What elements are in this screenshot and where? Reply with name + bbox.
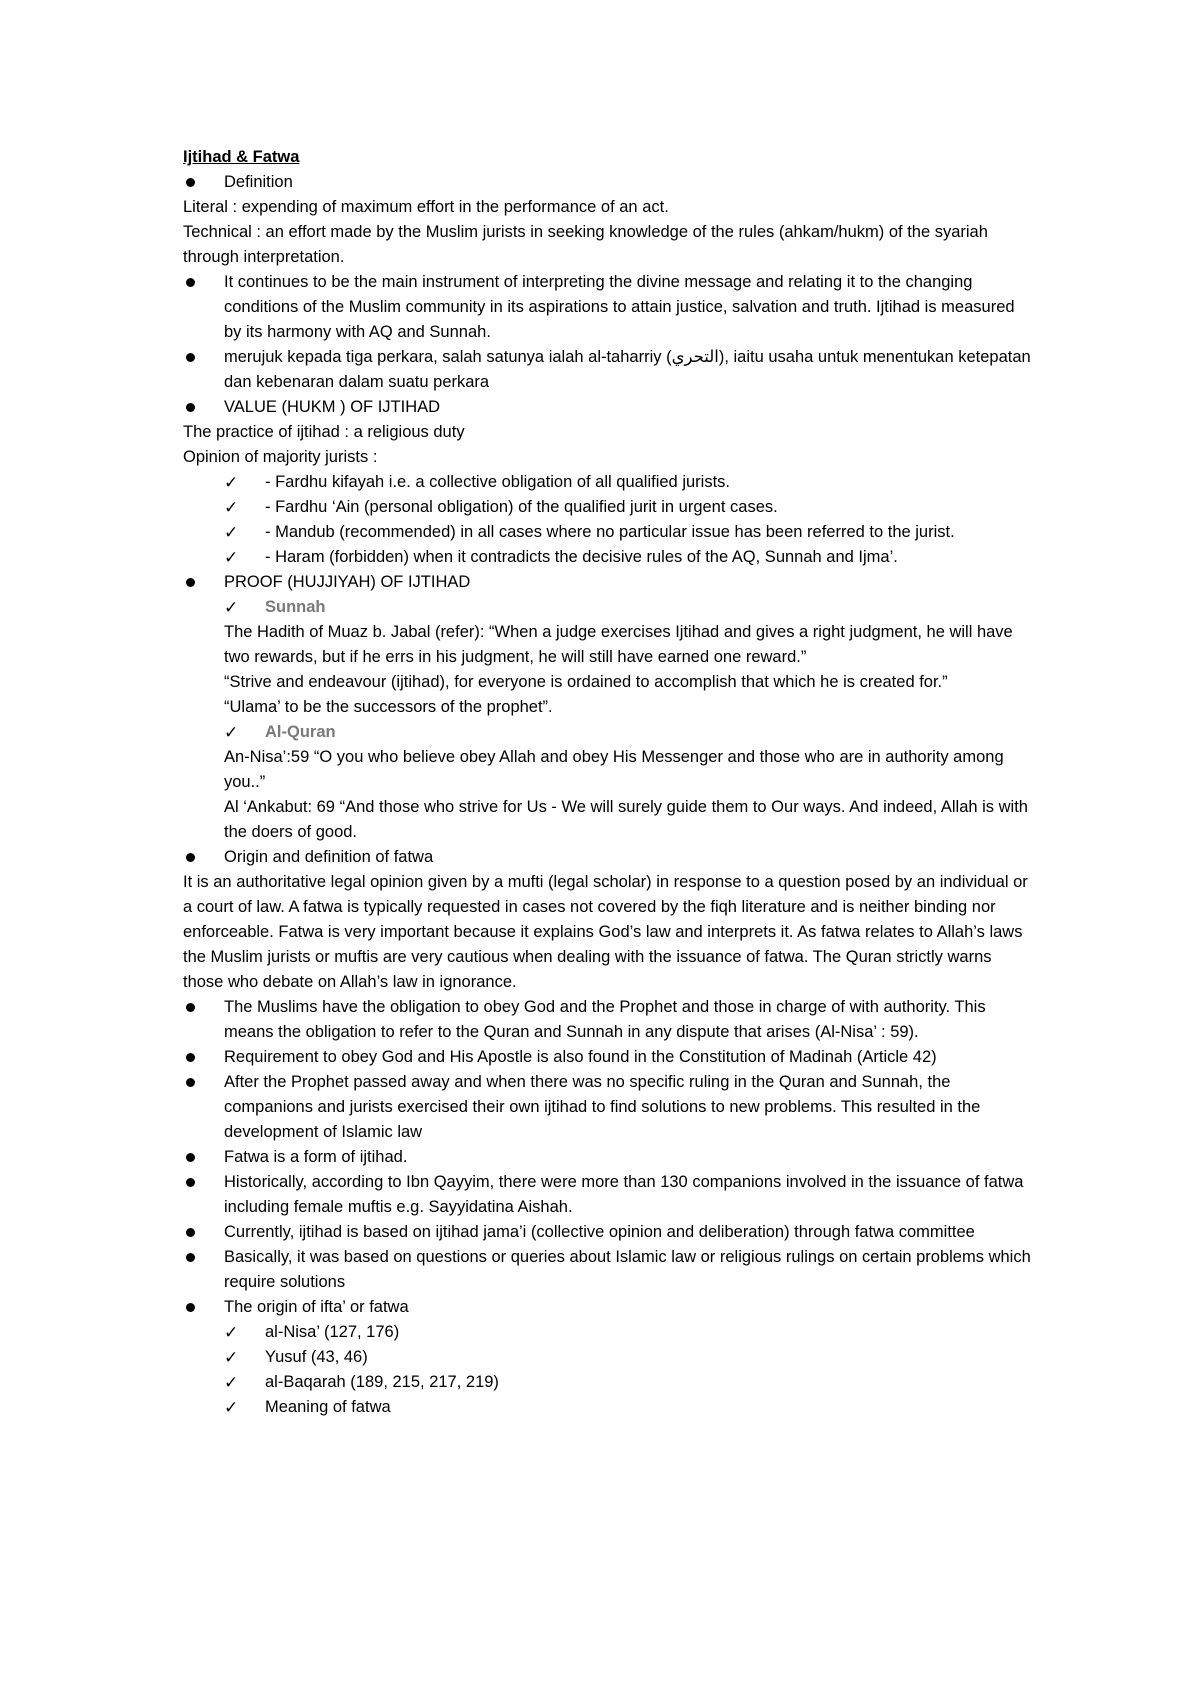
fatwa-heading: Origin and definition of fatwa	[224, 848, 434, 866]
bullet-dot-icon	[186, 853, 195, 862]
bullet-dot-icon	[186, 403, 195, 412]
quran-nisa: An-Nisa’:59 “O you who believe obey Allah and obey His Messenger and those who are in authority among you..”	[224, 748, 1004, 791]
bullet-dot-icon	[186, 578, 195, 587]
fatwa-bullet-text: The Muslims have the obligation to obey God and the Prophet and those in charge of with authority. This means the obligation to refer to the Quran and Sunnah in any dispute that arises (Al-Nisa’ : 59).	[224, 998, 986, 1041]
bullet-dot-icon	[186, 1153, 195, 1162]
origin-item-text: al-Baqarah (189, 215, 217, 219)	[265, 1373, 499, 1391]
fatwa-bullet-text: Fatwa is a form of ijtihad.	[224, 1148, 408, 1166]
value-item-text: - Fardhu ‘Ain (personal obligation) of the qualified jurit in urgent cases.	[265, 498, 778, 516]
origin-item	[183, 1395, 1033, 1420]
bullet-dot-icon	[186, 1228, 195, 1237]
literal-definition: Literal : expending of maximum effort in the performance of an act.	[183, 198, 669, 216]
origin-item	[183, 1320, 1033, 1345]
checkmark-icon: ✓	[224, 548, 239, 567]
bullet-taharriy	[183, 345, 1033, 395]
bullet-origin-heading	[183, 1295, 1033, 1320]
bullet-dot-icon	[186, 278, 195, 287]
value-item	[183, 495, 1033, 520]
sunnah-item	[183, 595, 1033, 620]
value-heading: VALUE (HUKM ) OF IJTIHAD	[224, 398, 441, 416]
origin-item	[183, 1370, 1033, 1395]
document-body	[183, 145, 1033, 1420]
fatwa-bullet	[183, 1070, 1033, 1145]
sunnah-strive: “Strive and endeavour (ijtihad), for everyone is ordained to accomplish that which he is created for.”	[224, 673, 948, 691]
checkmark-icon: ✓	[224, 1323, 239, 1342]
fatwa-bullet-text: Currently, ijtihad is based on ijtihad jama’i (collective opinion and deliberation) through fatwa committee	[224, 1223, 975, 1241]
bullet-dot-icon	[186, 178, 195, 187]
checkmark-icon: ✓	[224, 498, 239, 517]
bullet-text: merujuk kepada tiga perkara, salah satunya ialah al-taharriy (التحري), iaitu usaha untuk menentukan ketepatan dan kebenaran dalam suatu perkara	[224, 348, 1031, 391]
bullet-dot-icon	[186, 353, 195, 362]
sunnah-label: Sunnah	[265, 598, 326, 616]
bullet-proof-heading	[183, 570, 1033, 595]
value-item-text: - Mandub (recommended) in all cases where no particular issue has been referred to the jurist.	[265, 523, 955, 541]
value-item	[183, 520, 1033, 545]
definition-heading: Definition	[224, 173, 293, 191]
bullet-value-heading	[183, 395, 1033, 420]
bullet-dot-icon	[186, 1003, 195, 1012]
fatwa-paragraph: It is an authoritative legal opinion given by a mufti (legal scholar) in response to a question posed by an individual or a court of law. A fatwa is typically requested in cases not covered by the fiqh literature and is neither binding nor enforceable. Fatwa is very important because it explains God’s law and interprets it. As fatwa relates to Allah’s laws the Muslim jurists or muftis are very cautious when dealing with the issuance of fatwa. The Quran strictly warns those who debate on Allah’s law in ignorance.	[183, 873, 1028, 991]
checkmark-icon: ✓	[224, 523, 239, 542]
bullet-dot-icon	[186, 1053, 195, 1062]
fatwa-bullet-text: After the Prophet passed away and when there was no specific ruling in the Quran and Sunnah, the companions and jurists exercised their own ijtihad to find solutions to new problems. This resulted in the development of Islamic law	[224, 1073, 981, 1141]
technical-definition: Technical : an effort made by the Muslim jurists in seeking knowledge of the rules (ahkam/hukm) of the syariah through interpretation.	[183, 223, 988, 266]
value-opinion: Opinion of majority jurists :	[183, 448, 378, 466]
checkmark-icon: ✓	[224, 723, 239, 742]
origin-item-text: al-Nisa’ (127, 176)	[265, 1323, 400, 1341]
value-item-text: - Fardhu kifayah i.e. a collective obligation of all qualified jurists.	[265, 473, 730, 491]
checkmark-icon: ✓	[224, 1398, 239, 1417]
fatwa-bullet-text: Requirement to obey God and His Apostle is also found in the Constitution of Madinah (Article 42)	[224, 1048, 937, 1066]
quran-item	[183, 720, 1033, 745]
fatwa-bullet-text: Historically, according to Ibn Qayyim, there were more than 130 companions involved in the issuance of fatwa including female muftis e.g. Sayyidatina Aishah.	[224, 1173, 1024, 1216]
fatwa-bullet	[183, 1170, 1033, 1220]
sunnah-hadith: The Hadith of Muaz b. Jabal (refer): “When a judge exercises Ijtihad and gives a right judgment, he will have two rewards, but if he errs in his judgment, he will still have earned one reward.”	[224, 623, 1013, 666]
checkmark-icon: ✓	[224, 1373, 239, 1392]
fatwa-bullet	[183, 1220, 1033, 1245]
bullet-fatwa-heading	[183, 845, 1033, 870]
checkmark-icon: ✓	[224, 473, 239, 492]
value-practice: The practice of ijtihad : a religious duty	[183, 423, 465, 441]
origin-item	[183, 1345, 1033, 1370]
origin-item-text: Yusuf (43, 46)	[265, 1348, 368, 1366]
fatwa-bullet	[183, 1245, 1033, 1295]
bullet-dot-icon	[186, 1078, 195, 1087]
bullet-dot-icon	[186, 1253, 195, 1262]
sunnah-ulama: “Ulama’ to be the successors of the prophet”.	[224, 698, 553, 716]
quran-label: Al-Quran	[265, 723, 336, 741]
fatwa-bullet	[183, 1145, 1033, 1170]
bullet-dot-icon	[186, 1303, 195, 1312]
fatwa-bullet-text: Basically, it was based on questions or queries about Islamic law or religious rulings on certain problems which require solutions	[224, 1248, 1031, 1291]
fatwa-bullet	[183, 995, 1033, 1045]
checkmark-icon: ✓	[224, 598, 239, 617]
origin-item-text: Meaning of fatwa	[265, 1398, 391, 1416]
bullet-instrument	[183, 270, 1033, 345]
document-title: Ijtihad & Fatwa	[183, 148, 300, 166]
value-item	[183, 545, 1033, 570]
bullet-text: It continues to be the main instrument of interpreting the divine message and relating it to the changing conditions of the Muslim community in its aspirations to attain justice, salvation and truth. Ijtihad is measured by its harmony with AQ and Sunnah.	[224, 273, 1015, 341]
proof-heading: PROOF (HUJJIYAH) OF IJTIHAD	[224, 573, 471, 591]
value-item-text: - Haram (forbidden) when it contradicts the decisive rules of the AQ, Sunnah and Ijma’.	[265, 548, 898, 566]
quran-ankabut: Al ‘Ankabut: 69 “And those who strive for Us - We will surely guide them to Our ways. And indeed, Allah is with the doers of good.	[224, 798, 1028, 841]
fatwa-bullet	[183, 1045, 1033, 1070]
checkmark-icon: ✓	[224, 1348, 239, 1367]
origin-heading: The origin of ifta’ or fatwa	[224, 1298, 409, 1316]
value-item	[183, 470, 1033, 495]
bullet-definition	[183, 170, 1033, 195]
bullet-dot-icon	[186, 1178, 195, 1187]
